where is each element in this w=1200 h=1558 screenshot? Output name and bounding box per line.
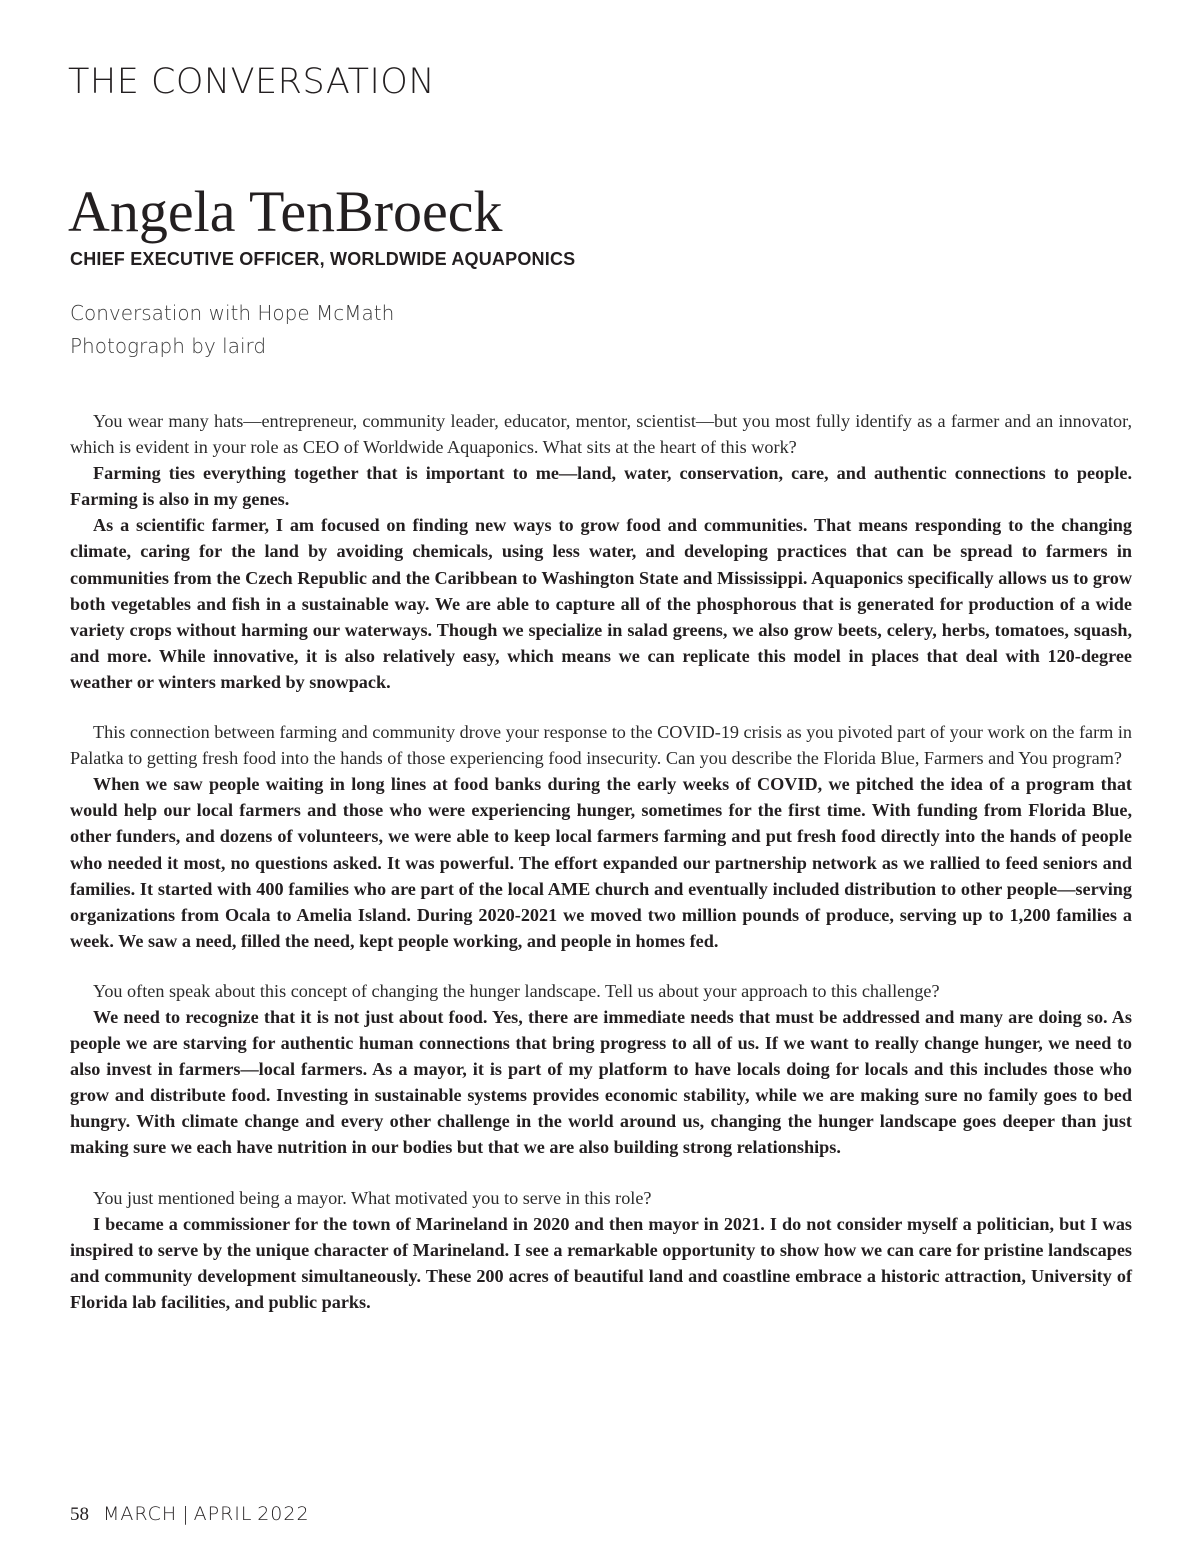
answer: I became a commissioner for the town of Marineland in 2020 and then mayor in 2021. I do not consider myself a politician, but I was inspired to serve by the unique character of Marineland. I see a remarkable opportunity to show how we can care for pristine landscapes and community development simultaneously. These 200 acres of beautiful land and coastline embrace a historic attraction, University of Florida lab facilities, and public parks. bbox=[70, 1213, 1132, 1312]
question: This connection between farming and community drove your response to the COVID-19 crisis as you pivoted part of your work on the farm in Palatka to getting fresh food into the hands of those experiencing food insecurity. Can you describe the Florida Blue, Farmers and You program? bbox=[70, 722, 1132, 769]
qa-block bbox=[70, 978, 1132, 1161]
interviewee-name: Angela TenBroeck bbox=[68, 179, 503, 244]
issue-month-1: MARCH bbox=[103, 1503, 178, 1525]
answer: Farming ties everything together that is important to me—land, water, conservation, care, and authentic connections to people. Farming is also in my genes. bbox=[70, 463, 1132, 510]
interviewee-title: CHIEF EXECUTIVE OFFICER, WORLDWIDE AQUAPONICS bbox=[70, 249, 576, 269]
issue-separator: | bbox=[182, 1503, 189, 1525]
answer: As a scientific farmer, I am focused on finding new ways to grow food and communities. That means responding to the changing climate, caring for the land by avoiding chemicals, using less water, and developing practices that can be spread to farmers in communities from the Czech Republic and the Caribbean to Washington State and Mississippi. Aquaponics specifically allows us to grow both vegetables and fish in a sustainable way. We are able to capture all of the phosphorous that is generated for production of a wide variety crops without harming our waterways. Though we specialize in salad greens, we also grow beets, celery, herbs, tomatoes, squash, and more. While innovative, it is also relatively easy, which means we can replicate this model in places that deal with 120-degree weather or winters marked by snowpack. bbox=[70, 515, 1132, 692]
answer: We need to recognize that it is not just about food. Yes, there are immediate needs that must be addressed and many are doing so. As people we are starving for authentic human connections that bring progress to all of us. If we want to really change hunger, we need to also invest in farmers—local farmers. As a mayor, it is part of my platform to have locals doing for locals and this includes those who grow and distribute food. Investing in sustainable systems provides economic stability, while we are making sure no family goes to bed hungry. With climate change and every other challenge in the world around us, changing the hunger landscape goes deeper than just making sure we each have nutrition in our bodies but that we are also building strong relationships. bbox=[70, 1006, 1132, 1158]
qa-block bbox=[70, 408, 1132, 695]
question: You wear many hats—entrepreneur, community leader, educator, mentor, scientist—but you most fully identify as a farmer and an innovator, which is evident in your role as CEO of Worldwide Aquaponics. What sits at the heart of this work? bbox=[70, 411, 1132, 458]
conversation-credit: Conversation with Hope McMath bbox=[70, 301, 395, 325]
issue-year: 2022 bbox=[257, 1503, 310, 1525]
question: You just mentioned being a mayor. What motivated you to serve in this role? bbox=[93, 1187, 652, 1208]
qa-block bbox=[70, 1185, 1132, 1315]
issue-month-2: APRIL bbox=[193, 1503, 253, 1525]
qa-block bbox=[70, 719, 1132, 954]
section-label: THE CONVERSATION bbox=[68, 62, 436, 102]
credits bbox=[70, 297, 394, 363]
page-number: 58 bbox=[70, 1504, 89, 1525]
article-body bbox=[70, 408, 1132, 1339]
page-footer bbox=[70, 1503, 310, 1526]
answer: When we saw people waiting in long lines at food banks during the early weeks of COVID, we pitched the idea of a program that would help our local farmers and those who were experiencing hunger, sometimes for the first time. With funding from Florida Blue, other funders, and dozens of volunteers, we were able to keep local farmers farming and put fresh food directly into the hands of people who needed it most, no questions asked. It was powerful. The effort expanded our partnership network as we rallied to feed seniors and families. It started with 400 families who are part of the local AME church and eventually included distribution to other people—serving organizations from Ocala to Amelia Island. During 2020-2021 we moved two million pounds of produce, serving up to 1,200 families a week. We saw a need, filled the need, kept people working, and people in homes fed. bbox=[70, 774, 1132, 951]
question: You often speak about this concept of changing the hunger landscape. Tell us about your approach to this challenge? bbox=[93, 980, 940, 1001]
photograph-credit: Photograph by laird bbox=[70, 334, 267, 358]
